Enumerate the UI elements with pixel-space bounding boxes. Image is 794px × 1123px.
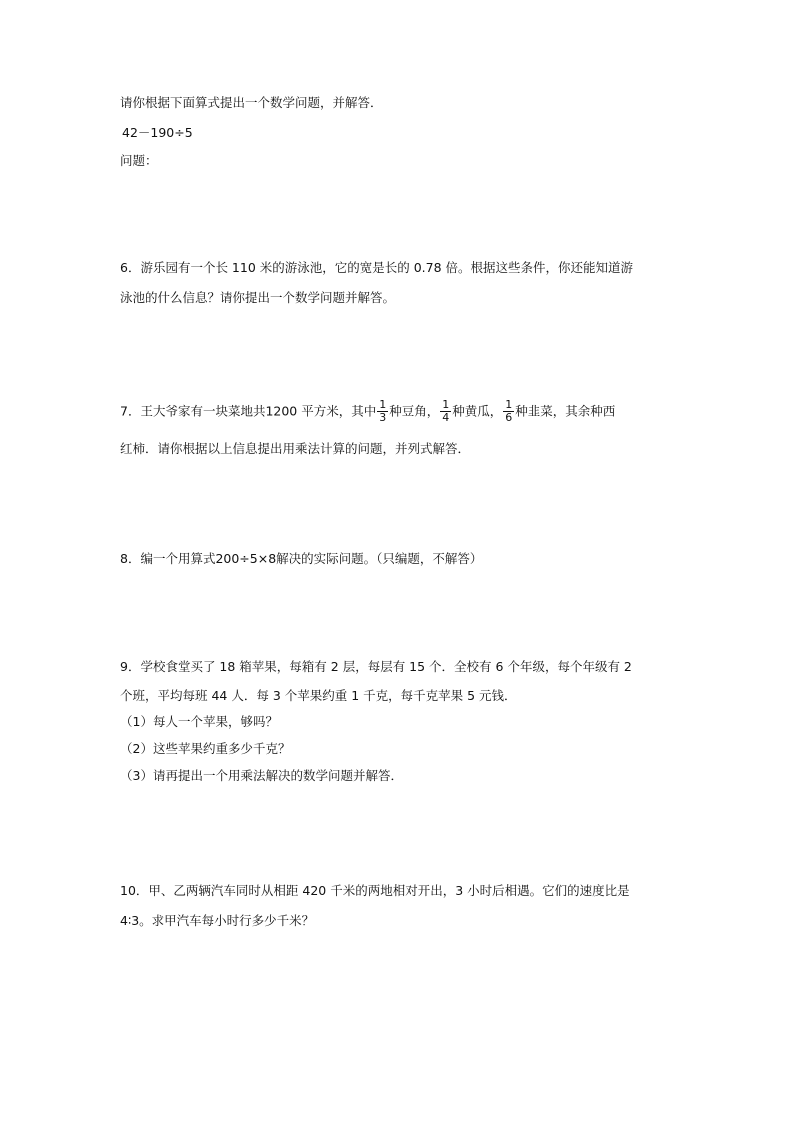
question-9-sub-3: （3）请再提出一个用乘法解决的数学问题并解答． — [120, 768, 403, 783]
fraction-one-sixth — [503, 399, 514, 423]
question-10-line-1: 10．甲、乙两辆汽车同时从相距 420 千米的两地相对开出，3 小时后相遇。它们的速度比是 — [120, 883, 630, 898]
question-9-line-2: 个班，平均每班 44 人．每 3 个苹果约重 1 千克，每千克苹果 5 元钱． — [120, 688, 517, 703]
fraction-denominator: 4 — [442, 410, 450, 424]
fraction-numerator: 1 — [379, 398, 387, 411]
question-7-text-part-3: 种黄瓜， — [452, 403, 503, 419]
fraction-one-fourth — [440, 399, 451, 423]
question-8-line-1: 8．编一个用算式200÷5×8解决的实际问题。（只编题，不解答） — [120, 551, 483, 566]
fraction-numerator: 1 — [442, 398, 450, 411]
question-7-text-part-2: 种豆角， — [389, 403, 440, 419]
intro-instruction: 请你根据下面算式提出一个数学问题，并解答． — [120, 95, 383, 110]
fraction-numerator: 1 — [505, 398, 513, 411]
intro-expression: 42－190÷5 — [122, 125, 193, 140]
question-10-line-2: 4∶3。求甲汽车每小时行多少千米？ — [120, 913, 315, 928]
question-9-sub-2: （2）这些苹果约重多少千克？ — [120, 741, 291, 756]
question-7-line-1 — [120, 400, 615, 424]
fraction-denominator: 6 — [505, 410, 513, 424]
intro-question-label: 问题： — [120, 153, 158, 168]
question-7-text-part-1: 7．王大爷家有一块菜地共1200 平方米，其中 — [120, 403, 377, 419]
question-7-text-part-4: 种韭菜，其余种西 — [515, 403, 616, 419]
question-6-line-2: 泳池的什么信息？请你提出一个数学问题并解答。 — [120, 290, 396, 305]
fraction-one-third — [377, 399, 388, 423]
question-6-line-1: 6．游乐园有一个长 110 米的游泳池，它的宽是长的 0.78 倍。根据这些条件，你还能知道游 — [120, 260, 634, 275]
fraction-denominator: 3 — [379, 410, 387, 424]
question-9-sub-1: （1）每人一个苹果，够吗？ — [120, 714, 278, 729]
question-7-line-2: 红柿．请你根据以上信息提出用乘法计算的问题，并列式解答． — [120, 441, 471, 456]
question-9-line-1: 9．学校食堂买了 18 箱苹果，每箱有 2 层，每层有 15 个．全校有 6 个年级，每个年级有 2 — [120, 659, 632, 674]
